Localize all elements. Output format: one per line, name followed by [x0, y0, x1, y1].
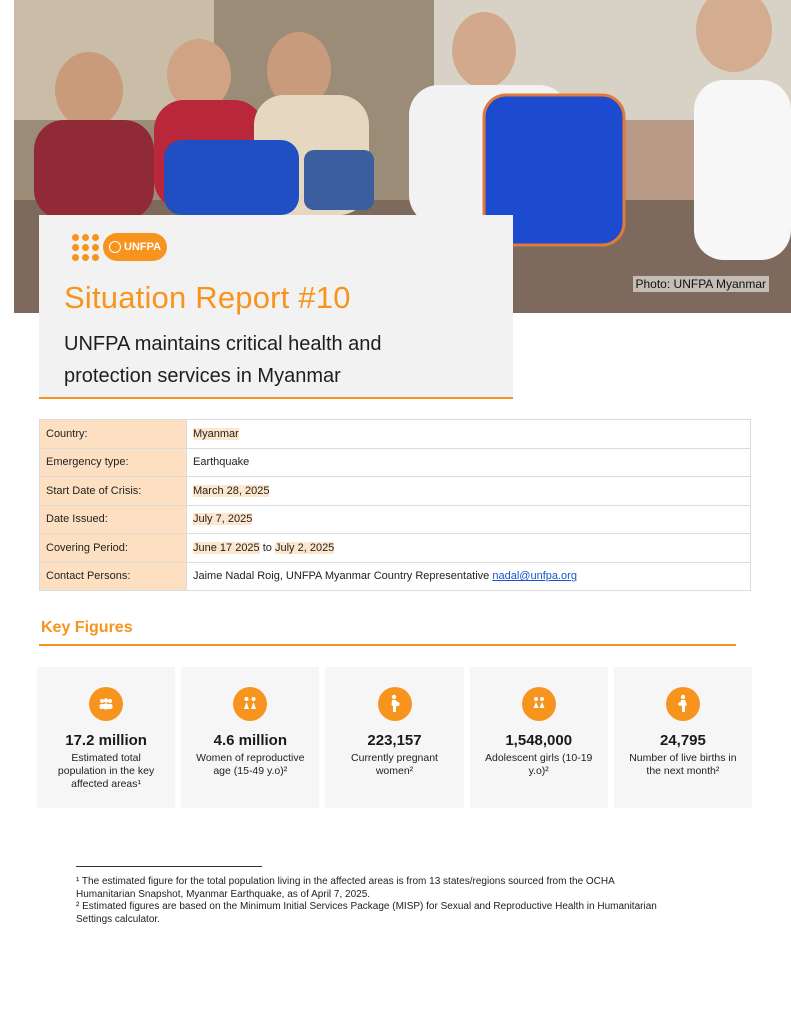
key-figures-divider [39, 644, 736, 646]
table-row [40, 505, 751, 534]
logo-text: UNFPA [124, 241, 162, 253]
table-row [40, 534, 751, 563]
footnote-divider [76, 866, 262, 867]
info-table [39, 419, 751, 591]
table-row [40, 477, 751, 506]
key-figure-card [325, 667, 463, 808]
logo-dots-icon [72, 234, 99, 261]
start-date-label: Start Date of Crisis: [40, 477, 187, 506]
girls-icon [522, 687, 556, 721]
table-row [40, 562, 751, 591]
key-figure-value: 4.6 million [213, 732, 287, 749]
key-figure-label: Women of reproductive age (15-49 y.o)² [196, 752, 305, 777]
footnote-1: ¹ The estimated figure for the total population living in the affected areas is from 13 states/regions sourced from the OCHA Humanitarian Snapshot, Myanmar Earthquake, as of April 7, 2025. [76, 876, 615, 900]
key-figure-label: Estimated total population in the key affected areas¹ [57, 752, 155, 790]
contact-email-link[interactable]: nadal@unfpa.org [492, 570, 577, 583]
country-value: Myanmar [193, 427, 239, 440]
period-from: June 17 2025 [193, 541, 260, 554]
key-figure-card [37, 667, 175, 808]
period-to: July 2, 2025 [274, 541, 335, 554]
footnotes [76, 876, 676, 926]
pregnant-woman-icon [378, 687, 412, 721]
table-row [40, 448, 751, 477]
key-figure-value: 17.2 million [65, 732, 147, 749]
key-figure-card [470, 667, 608, 808]
footnote-2: ² Estimated figures are based on the Minimum Initial Services Package (MISP) for Sexual and Reproductive Health in Humanitarian Settings calculator. [76, 901, 657, 925]
report-subtitle: UNFPA maintains critical health and protection services in Myanmar [64, 333, 382, 387]
date-issued-label: Date Issued: [40, 505, 187, 534]
start-date-value: March 28, 2025 [193, 484, 270, 497]
key-figure-label: Currently pregnant women² [351, 752, 438, 777]
contact-text: Jaime Nadal Roig, UNFPA Myanmar Country Representative [193, 570, 490, 583]
key-figure-label: Number of live births in the next month² [629, 752, 737, 777]
un-emblem-icon [109, 241, 121, 253]
key-figure-card [181, 667, 319, 808]
key-figure-value: 24,795 [659, 732, 706, 749]
key-figures-row [37, 667, 752, 808]
emergency-label: Emergency type: [40, 448, 187, 477]
country-label: Country: [40, 420, 187, 449]
report-title: Situation Report #10 [64, 280, 351, 315]
key-figure-card [614, 667, 752, 808]
table-row [40, 420, 751, 449]
emergency-value: Earthquake [187, 448, 751, 477]
photo-credit: Photo: UNFPA Myanmar [633, 276, 770, 292]
title-panel [39, 215, 513, 399]
key-figure-value: 1,548,000 [505, 732, 573, 749]
contact-label: Contact Persons: [40, 562, 187, 591]
covering-period-label: Covering Period: [40, 534, 187, 563]
logo-badge [103, 233, 167, 261]
birth-icon [666, 687, 700, 721]
period-to-word: to [262, 541, 272, 554]
key-figure-label: Adolescent girls (10-19 y.o)² [485, 752, 593, 777]
date-issued-value: July 7, 2025 [193, 513, 253, 526]
women-icon [233, 687, 267, 721]
key-figure-value: 223,157 [367, 732, 422, 749]
key-figures-heading: Key Figures [41, 619, 133, 636]
unfpa-logo [72, 233, 167, 261]
people-group-icon [89, 687, 123, 721]
